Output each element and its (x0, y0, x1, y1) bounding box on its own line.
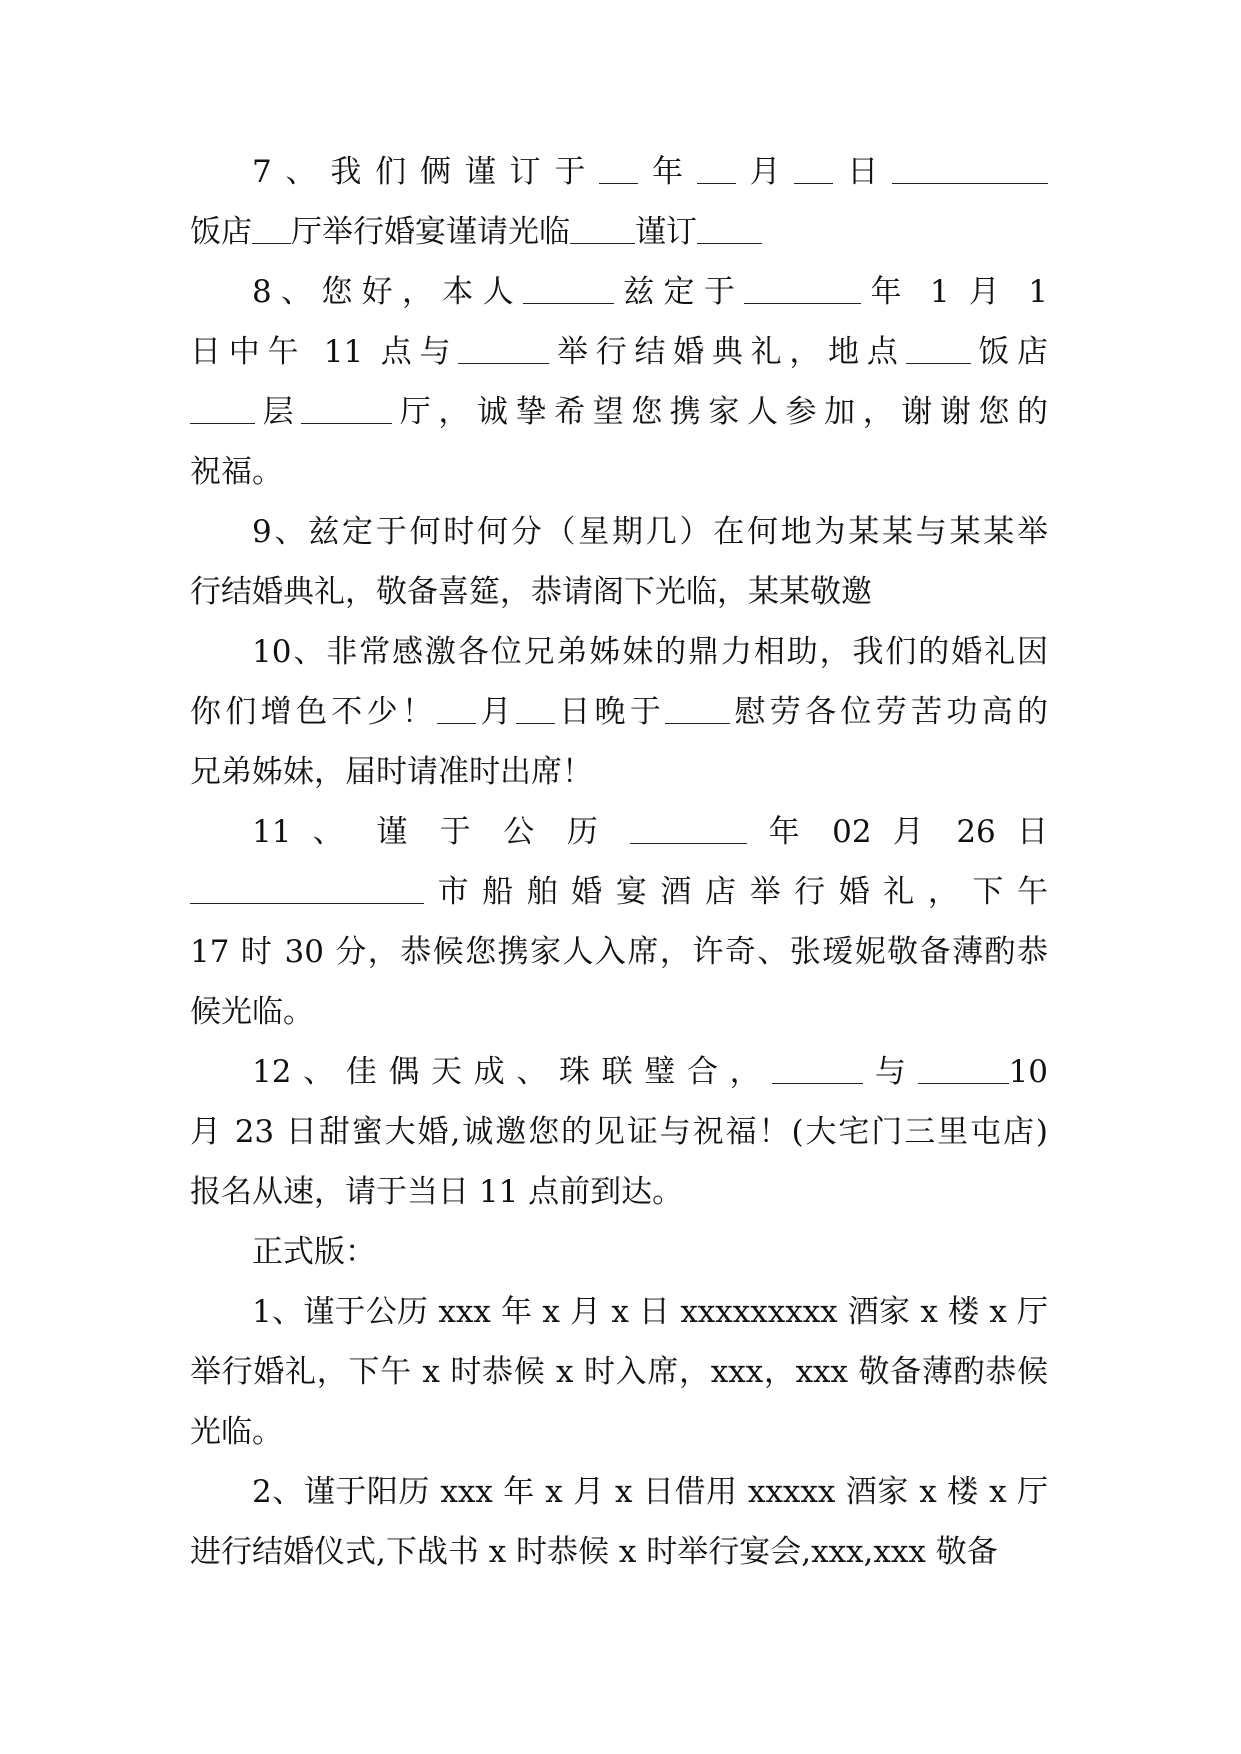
text-line (190, 562, 1048, 622)
text-line (190, 1282, 1048, 1342)
text-run: 正式版： (252, 1234, 376, 1270)
text-run: 日 (833, 154, 892, 190)
text-run: 举行结婚典礼，地点 (549, 334, 906, 370)
fill-in-blank (918, 1057, 1009, 1084)
fill-in-blank (697, 157, 736, 184)
text-line (190, 1222, 1048, 1282)
text-run: 厅，诚挚希望您携家人参加，谢谢您的 (392, 394, 1049, 430)
text-run: 年 1 月 1 (861, 274, 1049, 310)
fill-in-blank (599, 157, 638, 184)
text-line (190, 982, 1048, 1042)
fill-in-blank (190, 877, 424, 904)
text-line (190, 742, 1048, 802)
fill-in-blank (630, 817, 747, 844)
text-run: 祝福。 (190, 454, 283, 490)
fill-in-blank (458, 337, 549, 364)
fill-in-blank (772, 1057, 863, 1084)
text-run: 谨订 (635, 214, 697, 250)
text-line (190, 682, 1048, 742)
text-line (190, 862, 1048, 922)
paragraph (190, 262, 1048, 502)
text-line (190, 1162, 1048, 1222)
text-run: 8、您好，本人 (252, 274, 523, 310)
fill-in-blank (190, 397, 255, 424)
text-run: 1、谨于公历 xxx 年 x 月 x 日 xxxxxxxxx 酒家 x 楼 x 厅 (252, 1294, 1048, 1330)
paragraph (190, 1042, 1048, 1222)
text-run: 厅举行婚宴谨请光临 (291, 214, 570, 250)
text-run: 与 (863, 1054, 918, 1090)
text-run: 举行婚礼，下午 x 时恭候 x 时入席，xxx，xxx 敬备薄酌恭候 (190, 1354, 1048, 1390)
text-run: 层 (255, 394, 302, 430)
text-run: 17 时 30 分，恭候您携家人入席，许奇、张瑷妮敬备薄酌恭 (190, 934, 1048, 970)
text-line (190, 382, 1048, 442)
text-line (190, 1342, 1048, 1402)
fill-in-blank (697, 217, 762, 244)
paragraph (190, 802, 1048, 1042)
paragraph (190, 622, 1048, 802)
fill-in-blank (523, 277, 614, 304)
text-run: 兹定于 (613, 274, 745, 310)
text-run: 慰劳各位劳苦功高的 (730, 694, 1049, 730)
paragraph (190, 142, 1048, 262)
text-line (190, 322, 1048, 382)
text-run: 光临。 (190, 1414, 283, 1450)
fill-in-blank (516, 697, 555, 724)
fill-in-blank (665, 697, 730, 724)
fill-in-blank (252, 217, 291, 244)
fill-in-blank (794, 157, 833, 184)
text-run: 10 (1008, 1054, 1049, 1090)
paragraph (190, 502, 1048, 622)
text-line (190, 502, 1048, 562)
text-run: 报名从速，请于当日 11 点前到达。 (190, 1174, 684, 1210)
text-line (190, 1522, 1048, 1582)
text-run: 行结婚典礼，敬备喜筵，恭请阁下光临，某某敬邀 (190, 574, 872, 610)
text-run: 年 02 月 26 日 (747, 814, 1048, 850)
text-run: 2、谨于阳历 xxx 年 x 月 x 日借用 xxxxx 酒家 x 楼 x 厅 (252, 1474, 1048, 1510)
text-run: 月 23 日甜蜜大婚,诚邀您的见证与祝福！(大宅门三里屯店) (190, 1114, 1048, 1150)
text-line (190, 1102, 1048, 1162)
paragraph (190, 1222, 1048, 1282)
text-line (190, 622, 1048, 682)
fill-in-blank (301, 397, 392, 424)
text-run: 进行结婚仪式,下战书 x 时恭候 x 时举行宴会,xxx,xxx 敬备 (190, 1534, 998, 1570)
text-run: 年 (638, 154, 697, 190)
text-run: 月 (735, 154, 795, 190)
text-run: 12、佳偶天成、珠联璧合， (252, 1054, 773, 1090)
fill-in-blank (906, 337, 971, 364)
text-line (190, 922, 1048, 982)
text-line (190, 1402, 1048, 1462)
text-line (190, 1042, 1048, 1102)
text-run: 候光临。 (190, 994, 314, 1030)
text-run: 你们增色不少！ (190, 694, 438, 730)
text-run: 市船舶婚宴酒店举行婚礼，下午 (424, 874, 1048, 910)
text-line (190, 262, 1048, 322)
text-run: 兄弟姊妹，届时请准时出席！ (190, 754, 593, 790)
text-run: 9、兹定于何时何分（星期几）在何地为某某与某某举 (252, 514, 1048, 550)
fill-in-blank (892, 157, 1048, 184)
text-run: 10、非常感激各位兄弟姊妹的鼎力相助，我们的婚礼因 (252, 634, 1048, 670)
fill-in-blank (437, 697, 476, 724)
text-run: 11 、 谨 于 公 历 (252, 814, 631, 850)
text-line (190, 802, 1048, 862)
fill-in-blank (570, 217, 635, 244)
text-run: 日晚于 (554, 694, 666, 730)
document-body (190, 142, 1048, 1582)
paragraph (190, 1282, 1048, 1462)
text-line (190, 142, 1048, 202)
text-line (190, 1462, 1048, 1522)
text-run: 月 (476, 694, 516, 730)
paragraph (190, 1462, 1048, 1582)
text-line (190, 442, 1048, 502)
text-run: 饭店 (190, 214, 252, 250)
text-line (190, 202, 1048, 262)
text-run: 日中午 11 点与 (190, 334, 459, 370)
text-run: 饭店 (970, 334, 1049, 370)
fill-in-blank (744, 277, 861, 304)
text-run: 7、我们俩谨订于 (252, 154, 600, 190)
